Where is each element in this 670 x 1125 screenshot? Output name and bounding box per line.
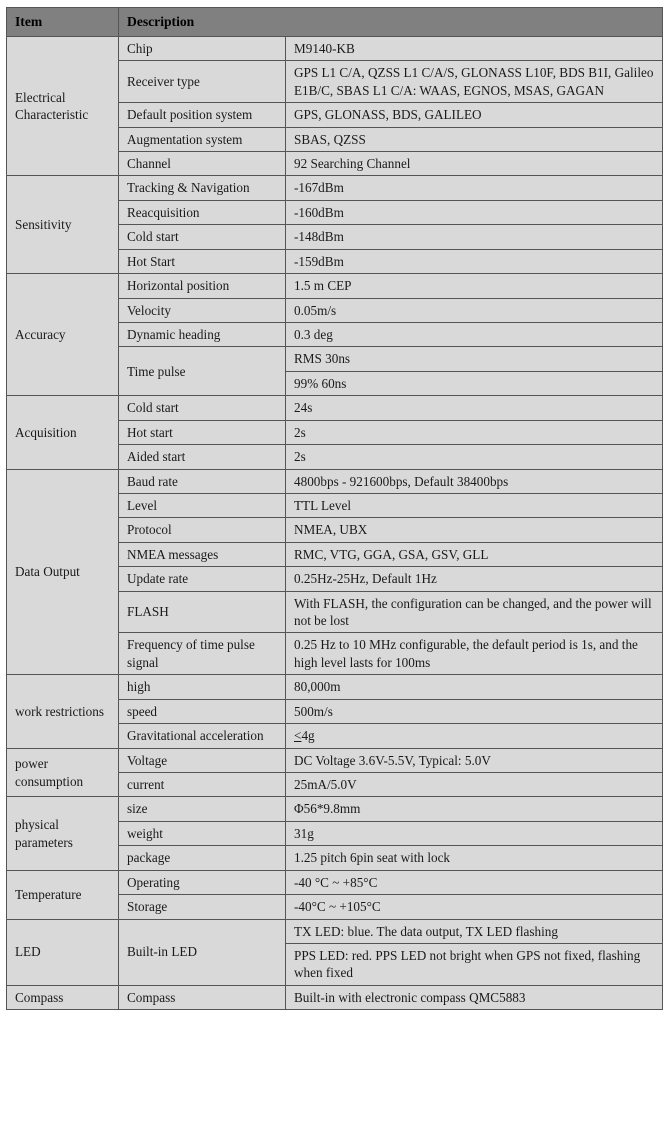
item-cell: Electrical Characteristic: [7, 36, 119, 176]
table-row: [7, 36, 663, 60]
parameter-label-cell: Cold start: [119, 225, 286, 249]
specification-table: [6, 7, 663, 1010]
parameter-value-cell: -159dBm: [286, 249, 663, 273]
table-row: [7, 469, 663, 493]
item-cell: Temperature: [7, 870, 119, 919]
item-cell: LED: [7, 919, 119, 985]
parameter-value-cell: NMEA, UBX: [286, 518, 663, 542]
table-header: [7, 8, 663, 37]
parameter-label-cell: Cold start: [119, 396, 286, 420]
parameter-value-cell: 80,000m: [286, 675, 663, 699]
parameter-value-cell: 0.25 Hz to 10 MHz configurable, the default period is 1s, and the high level lasts for 100ms: [286, 633, 663, 675]
parameter-label-cell: Dynamic heading: [119, 323, 286, 347]
parameter-value-cell: 4800bps - 921600bps, Default 38400bps: [286, 469, 663, 493]
parameter-label-cell: high: [119, 675, 286, 699]
parameter-label-cell: Default position system: [119, 103, 286, 127]
parameter-value-cell: -40 °C ~ +85°C: [286, 870, 663, 894]
parameter-label-cell: Receiver type: [119, 61, 286, 103]
parameter-label-cell: NMEA messages: [119, 542, 286, 566]
parameter-label-cell: Hot start: [119, 420, 286, 444]
parameter-value-cell: -160dBm: [286, 200, 663, 224]
parameter-label-cell: Frequency of time pulse signal: [119, 633, 286, 675]
parameter-value-cell: -148dBm: [286, 225, 663, 249]
parameter-value-cell: GPS L1 C/A, QZSS L1 C/A/S, GLONASS L10F, BDS B1I, Galileo E1B/C, SBAS L1 C/A: WAAS, EGNOS, MSAS, GAGAN: [286, 61, 663, 103]
parameter-value-cell: -40°C ~ +105°C: [286, 895, 663, 919]
parameter-label-cell: Velocity: [119, 298, 286, 322]
item-cell: work restrictions: [7, 675, 119, 748]
item-cell: Acquisition: [7, 396, 119, 469]
parameter-label-cell: size: [119, 797, 286, 821]
item-cell: Compass: [7, 985, 119, 1009]
parameter-value-cell: DC Voltage 3.6V-5.5V, Typical: 5.0V: [286, 748, 663, 772]
parameter-value-cell: 0.05m/s: [286, 298, 663, 322]
table-row: [7, 985, 663, 1009]
parameter-value-cell: 92 Searching Channel: [286, 152, 663, 176]
parameter-value-cell: SBAS, QZSS: [286, 127, 663, 151]
parameter-value-cell: PPS LED: red. PPS LED not bright when GPS not fixed, flashing when fixed: [286, 943, 663, 985]
parameter-label-cell: Built-in LED: [119, 919, 286, 985]
parameter-label-cell: Hot Start: [119, 249, 286, 273]
column-header-description: Description: [119, 8, 663, 37]
parameter-label-cell: weight: [119, 821, 286, 845]
parameter-label-cell: Channel: [119, 152, 286, 176]
table-row: [7, 797, 663, 821]
column-header-item: Item: [7, 8, 119, 37]
parameter-value-cell: 0.25Hz-25Hz, Default 1Hz: [286, 567, 663, 591]
parameter-value-cell: GPS, GLONASS, BDS, GALILEO: [286, 103, 663, 127]
parameter-value-cell: 1.25 pitch 6pin seat with lock: [286, 846, 663, 870]
parameter-value-cell: 0.3 deg: [286, 323, 663, 347]
parameter-label-cell: Baud rate: [119, 469, 286, 493]
table-row: [7, 748, 663, 772]
parameter-label-cell: current: [119, 773, 286, 797]
parameter-label-cell: Update rate: [119, 567, 286, 591]
parameter-value-cell: M9140-KB: [286, 36, 663, 60]
parameter-label-cell: Horizontal position: [119, 274, 286, 298]
parameter-label-cell: Operating: [119, 870, 286, 894]
parameter-label-cell: Protocol: [119, 518, 286, 542]
item-cell: Sensitivity: [7, 176, 119, 274]
header-row: [7, 8, 663, 37]
table-row: [7, 675, 663, 699]
table-row: [7, 274, 663, 298]
parameter-label-cell: Reacquisition: [119, 200, 286, 224]
table-row: [7, 919, 663, 943]
parameter-label-cell: Chip: [119, 36, 286, 60]
parameter-value-cell: 500m/s: [286, 699, 663, 723]
parameter-label-cell: Aided start: [119, 445, 286, 469]
parameter-value-cell: RMS 30ns: [286, 347, 663, 371]
parameter-value-cell: 2s: [286, 420, 663, 444]
parameter-value-cell: RMC, VTG, GGA, GSA, GSV, GLL: [286, 542, 663, 566]
parameter-value-cell: Φ56*9.8mm: [286, 797, 663, 821]
parameter-value-cell: 31g: [286, 821, 663, 845]
parameter-label-cell: speed: [119, 699, 286, 723]
parameter-value-cell: Built-in with electronic compass QMC5883: [286, 985, 663, 1009]
item-cell: physical parameters: [7, 797, 119, 870]
parameter-label-cell: FLASH: [119, 591, 286, 633]
parameter-value-cell: 2s: [286, 445, 663, 469]
parameter-label-cell: Augmentation system: [119, 127, 286, 151]
parameter-label-cell: Time pulse: [119, 347, 286, 396]
table-row: [7, 870, 663, 894]
parameter-value-cell: 1.5 m CEP: [286, 274, 663, 298]
parameter-value-cell: TTL Level: [286, 493, 663, 517]
item-cell: Data Output: [7, 469, 119, 675]
parameter-label-cell: Level: [119, 493, 286, 517]
parameter-label-cell: Gravitational acceleration: [119, 724, 286, 748]
table-body: [7, 36, 663, 1009]
parameter-value-cell: 24s: [286, 396, 663, 420]
table-row: [7, 396, 663, 420]
item-cell: power consumption: [7, 748, 119, 797]
parameter-value-cell: 25mA/5.0V: [286, 773, 663, 797]
item-cell: Accuracy: [7, 274, 119, 396]
parameter-value-cell: -167dBm: [286, 176, 663, 200]
parameter-value-cell: 99% 60ns: [286, 371, 663, 395]
parameter-label-cell: Compass: [119, 985, 286, 1009]
parameter-value-cell: TX LED: blue. The data output, TX LED flashing: [286, 919, 663, 943]
parameter-label-cell: package: [119, 846, 286, 870]
parameter-value-cell: <4g: [286, 724, 663, 748]
parameter-label-cell: Storage: [119, 895, 286, 919]
parameter-label-cell: Voltage: [119, 748, 286, 772]
parameter-value-cell: With FLASH, the configuration can be changed, and the power will not be lost: [286, 591, 663, 633]
table-row: [7, 176, 663, 200]
parameter-label-cell: Tracking & Navigation: [119, 176, 286, 200]
